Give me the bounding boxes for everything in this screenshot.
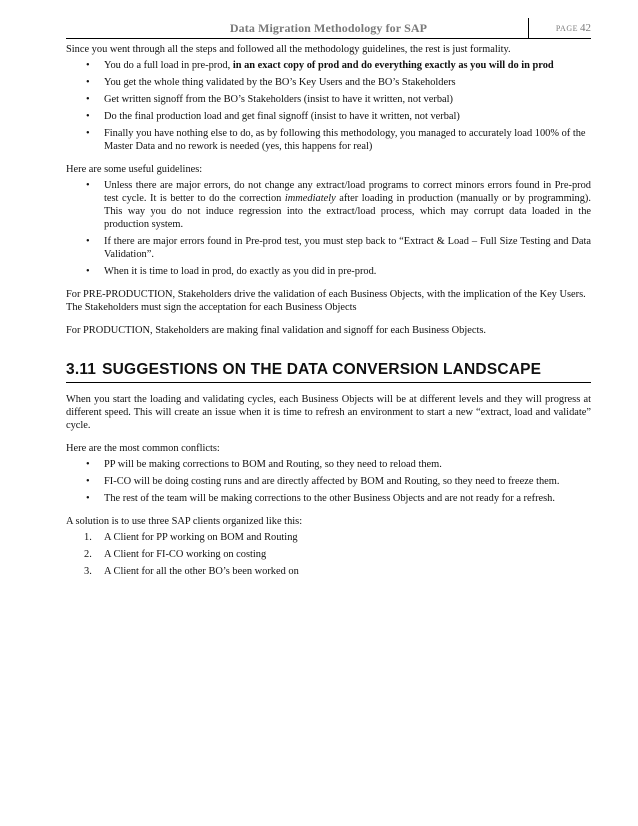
page-number: 42 (580, 22, 591, 34)
bullet-icon: • (86, 94, 90, 105)
bullet-icon: • (86, 236, 90, 247)
bullet-icon: • (86, 180, 90, 191)
guideline-text: When it is time to load in prod, do exactly as you did in pre-prod. (104, 266, 377, 277)
list-item (66, 59, 591, 72)
step-text: Finally you have nothing else to do, as by following this methodology, you managed to accurately load 100% of the Master Data and no rework is needed (yes, this happens for real) (104, 128, 586, 152)
list-item (66, 548, 591, 561)
document-page (66, 18, 591, 588)
page-header (66, 18, 591, 39)
guideline-italic: immediately (284, 193, 336, 204)
page-label: PAGE (555, 24, 578, 33)
guidelines-list (66, 179, 591, 278)
section-title: SUGGESTIONS ON THE DATA CONVERSION LANDSCAPE (102, 361, 542, 378)
step-text: Do the final production load and get final signoff (insist to have it written, not verbal) (104, 111, 460, 122)
client-text: A Client for all the other BO’s been worked on (104, 566, 299, 577)
list-item (66, 531, 591, 544)
guideline-text: If there are major errors found in Pre-prod test, you must step back to “Extract & Load – Full Size Testing and Data Validation”. (104, 236, 591, 260)
pre-production-paragraph: For PRE-PRODUCTION, Stakeholders drive the validation of each Business Objects, with the implication of the Key Users. The Stakeholders must sign the acceptation for each Business Objects (66, 289, 586, 313)
list-item (66, 458, 591, 471)
section-heading (66, 361, 591, 383)
conflicts-list (66, 458, 591, 505)
step-emphasis: in an exact copy of prod and do everything exactly as you will do in prod (232, 60, 554, 71)
bullet-icon: • (86, 459, 90, 470)
steps-list (66, 59, 591, 153)
guideline-text-after: after loading in production (manually or by programming). This way you do not induce regression into the extract/load process, which may corrupt data loaded in the production system. (104, 193, 591, 230)
conflict-text: The rest of the team will be making corrections to the other Business Objects and are not ready for a refresh. (104, 493, 555, 504)
conflict-text: FI-CO will be doing costing runs and are directly affected by BOM and Routing, so they need to freeze them. (104, 476, 560, 487)
step-text: You do a full load in pre-prod, (104, 60, 233, 71)
conflict-text: PP will be making corrections to BOM and Routing, so they need to reload them. (104, 459, 442, 470)
conflicts-intro: Here are the most common conflicts: (66, 443, 220, 454)
client-text: A Client for PP working on BOM and Routing (104, 532, 298, 543)
solution-intro: A solution is to use three SAP clients organized like this: (66, 516, 303, 527)
list-item (66, 110, 591, 123)
guideline-text: Unless there are major errors, do not change any extract/load programs to correct minors errors found in Pre-prod test cycle. It is better to do the correction (104, 180, 591, 204)
list-number: 3. (84, 566, 92, 577)
bullet-icon: • (86, 493, 90, 504)
list-item (66, 475, 591, 488)
page-number-box (528, 18, 591, 38)
list-number: 1. (84, 532, 92, 543)
list-item (66, 179, 591, 231)
list-item (66, 565, 591, 578)
step-text: Get written signoff from the BO’s Stakeholders (insist to have it written, not verbal) (104, 94, 453, 105)
bullet-icon: • (86, 476, 90, 487)
list-item (66, 492, 591, 505)
client-text: A Client for FI-CO working on costing (104, 549, 267, 560)
bullet-icon: • (86, 111, 90, 122)
header-title: Data Migration Methodology for SAP (229, 21, 428, 35)
production-paragraph: For PRODUCTION, Stakeholders are making final validation and signoff for each Business Objects. (66, 325, 486, 336)
step-text: You get the whole thing validated by the BO’s Key Users and the BO’s Stakeholders (104, 77, 456, 88)
clients-list (66, 531, 591, 578)
bullet-icon: • (86, 128, 90, 139)
list-item (66, 93, 591, 106)
list-item (66, 127, 591, 153)
guidelines-intro: Here are some useful guidelines: (66, 164, 203, 175)
bullet-icon: • (86, 60, 90, 71)
intro-paragraph: Since you went through all the steps and followed all the methodology guidelines, the rest is just formality. (66, 44, 511, 55)
list-number: 2. (84, 549, 92, 560)
bullet-icon: • (86, 77, 90, 88)
list-item (66, 265, 591, 278)
landscape-paragraph: When you start the loading and validating cycles, each Business Objects will be at different levels and they will progress at different speed. This will create an issue when it is time to refresh an environment to start a new “extract, load and validate” cycle. (66, 394, 591, 431)
list-item (66, 235, 591, 261)
bullet-icon: • (86, 266, 90, 277)
section-number: 3.11 (66, 361, 97, 378)
list-item (66, 76, 591, 89)
